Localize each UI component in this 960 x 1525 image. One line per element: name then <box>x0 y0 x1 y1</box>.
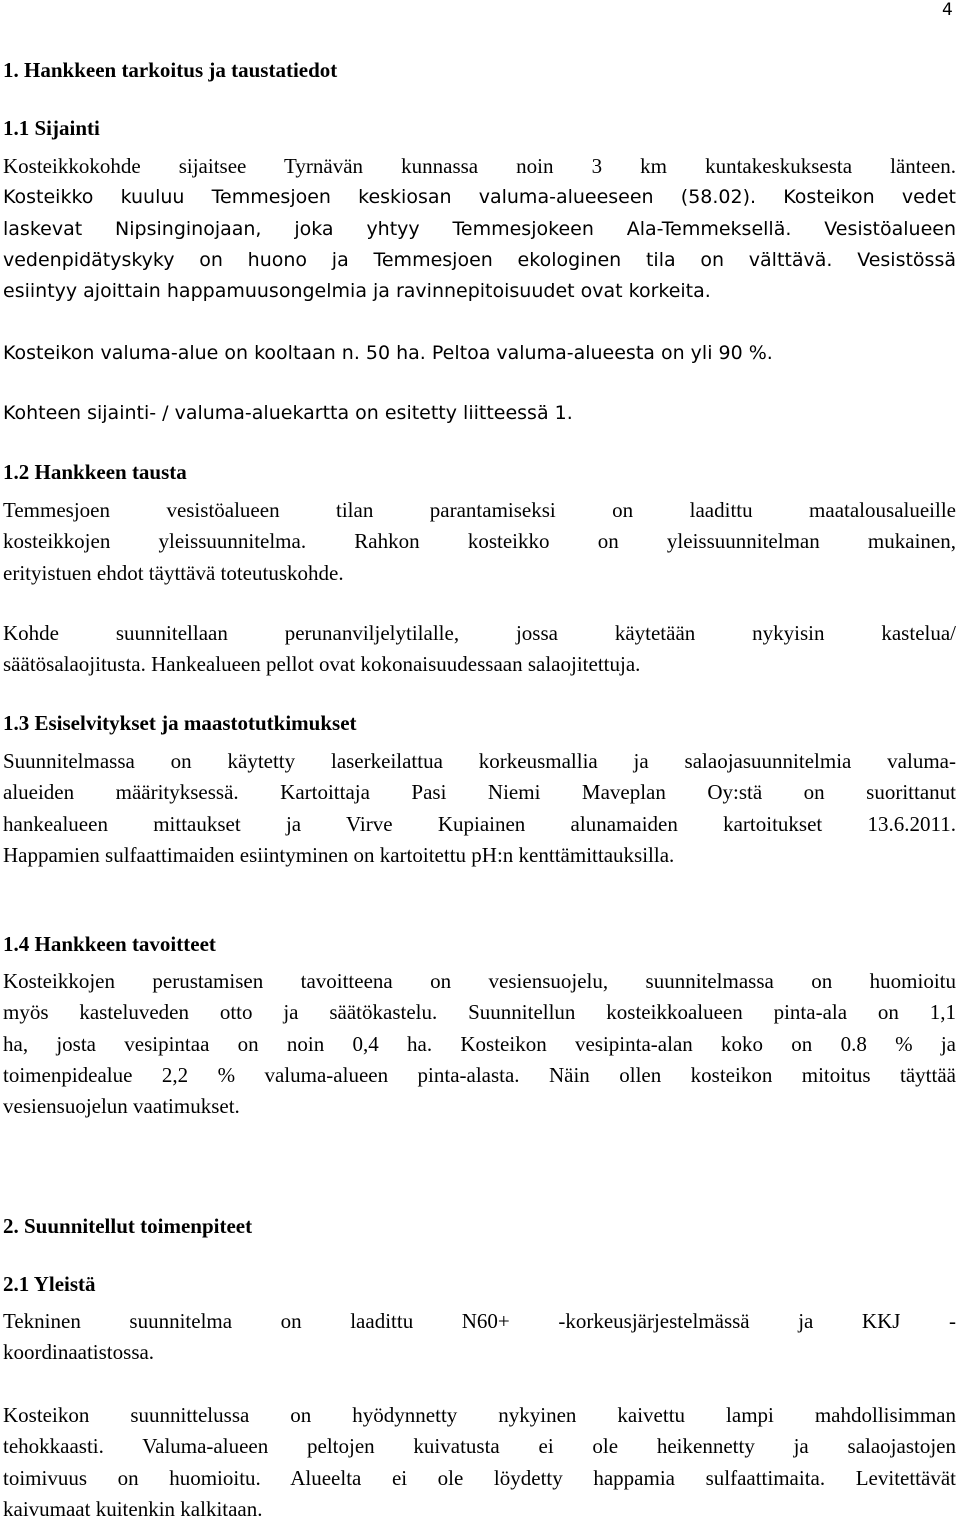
text-line: laskevat Nipsinginojaan, joka yhtyy Temmesjokeen Ala-Temmeksellä. Vesistöalueen <box>3 217 956 240</box>
text-line: Temmesjoen vesistöalueen tilan parantamiseksi on laadittu maatalousalueille <box>3 498 956 522</box>
text-line: erityistuen ehdot täyttävä toteutuskohde. <box>3 560 344 585</box>
section-1-2-paragraph-1 <box>3 495 956 589</box>
text-line: koordinaatistossa. <box>3 1340 155 1365</box>
section-2-1-paragraph-2 <box>3 1400 956 1525</box>
text-line: hankealueen mittaukset ja Virve Kupiainen alunamaiden kartoitukset 13.6.2011. <box>3 811 956 836</box>
section-1-heading: 1. Hankkeen tarkoitus ja taustatiedot <box>3 58 338 82</box>
section-2-1-heading: 2.1 Yleistä <box>3 1272 96 1296</box>
section-1-1-paragraph-2: Kosteikon valuma-alue on kooltaan n. 50 ha. Peltoa valuma-alueesta on yli 90 %. <box>3 342 773 364</box>
section-1-2-heading: 1.2 Hankkeen tausta <box>3 460 187 484</box>
text-line: ha, josta vesipintaa on noin 0,4 ha. Kosteikon vesipinta-alan koko on 0.8 % ja <box>3 1031 956 1056</box>
text-line: vedenpidätyskyky on huono ja Temmesjoen ekologinen tila on välttävä. Vesistössä <box>3 248 956 271</box>
text-line: Kosteikko kuuluu Temmesjoen keskiosan valuma-alueeseen (58.02). Kosteikon vedet <box>3 186 956 209</box>
section-1-4-heading: 1.4 Hankkeen tavoitteet <box>3 932 216 956</box>
section-2-1-paragraph-1 <box>3 1306 956 1369</box>
text-line: toimenpidealue 2,2 % valuma-alueen pinta-alasta. Näin ollen kosteikon mitoitus täyttää <box>3 1062 956 1087</box>
text-line: Kosteikon suunnittelussa on hyödynnetty nykyinen kaivettu lampi mahdollisimman <box>3 1403 956 1427</box>
section-1-1-heading: 1.1 Sijainti <box>3 116 100 140</box>
text-line: myös kasteluveden otto ja säätökastelu. Suunnitellun kosteikkoalueen pinta-ala on 1,1 <box>3 1000 956 1025</box>
section-1-4-paragraph-1 <box>3 966 956 1122</box>
text-line: Kosteikkojen perustamisen tavoitteena on vesiensuojelu, suunnitelmassa on huomioitu <box>3 969 956 993</box>
text-line: Suunnitelmassa on käytetty laserkeilattua korkeusmallia ja salaojasuunnitelmia valuma- <box>3 749 956 773</box>
text-line: kosteikkojen yleissuunnitelma. Rahkon kosteikko on yleissuunnitelman mukainen, <box>3 529 956 554</box>
text-line: vesiensuojelun vaatimukset. <box>3 1094 240 1119</box>
text-line: kaivumaat kuitenkin kalkitaan. <box>3 1496 263 1521</box>
text-line: alueiden määrityksessä. Kartoittaja Pasi Niemi Maveplan Oy:stä on suorittanut <box>3 780 956 805</box>
section-1-3-paragraph-1 <box>3 746 956 871</box>
text-line: Tekninen suunnitelma on laadittu N60+ -korkeusjärjestelmässä ja KKJ - <box>3 1309 956 1333</box>
page-number: 4 <box>942 0 953 20</box>
section-1-3-heading: 1.3 Esiselvitykset ja maastotutkimukset <box>3 711 357 735</box>
text-line: Kohde suunnitellaan perunanviljelytilalle, jossa käytetään nykyisin kastelua/ <box>3 621 956 645</box>
text-line: toimivuus on huomioitu. Alueelta ei ole löydetty happamia sulfaattimaita. Levitettävät <box>3 1465 956 1490</box>
text-line: esiintyy ajoittain happamuusongelmia ja ravinnepitoisuudet ovat korkeita. <box>3 280 711 303</box>
section-1-2-paragraph-2 <box>3 618 956 681</box>
text-line: Kosteikkokohde sijaitsee Tyrnävän kunnassa noin 3 km kuntakeskuksesta länteen. <box>3 154 956 178</box>
text-line: säätösalaojitusta. Hankealueen pellot ovat kokonaisuudessaan salaojitettuja. <box>3 652 641 677</box>
text-line: Happamien sulfaattimaiden esiintyminen on kartoitettu pH:n kenttämittauksilla. <box>3 842 675 867</box>
text-line: tehokkaasti. Valuma-alueen peltojen kuivatusta ei ole heikennetty ja salaojastojen <box>3 1434 956 1459</box>
section-1-1-paragraph-1 <box>3 151 956 307</box>
section-2-heading: 2. Suunnitellut toimenpiteet <box>3 1214 253 1238</box>
section-1-1-paragraph-3: Kohteen sijainti- / valuma-aluekartta on esitetty liitteessä 1. <box>3 402 573 424</box>
